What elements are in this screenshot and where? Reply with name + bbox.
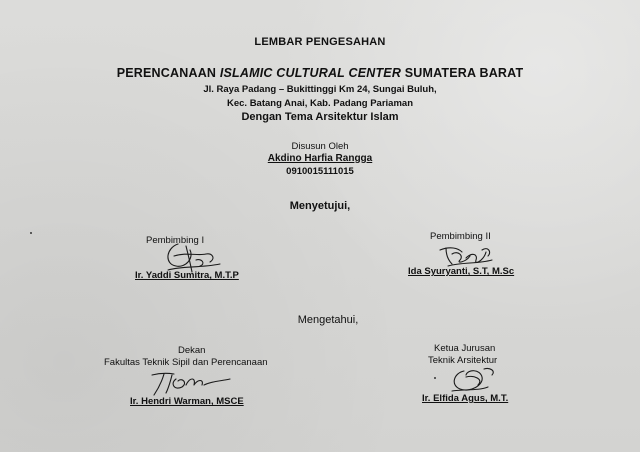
dean-name: Ir. Hendri Warman, MSCE [130,396,244,407]
project-title-italic: ISLAMIC CULTURAL CENTER [219,66,402,80]
ink-speck [434,377,436,379]
supervisor1-name: Ir. Yaddi Sumitra, M.T.P [135,270,239,281]
supervisor2-role: Pembimbing II [430,231,491,242]
approval-heading: Menyetujui, [289,200,351,212]
dean-faculty: Fakultas Teknik Sipil dan Perencanaan [104,357,268,368]
dean-signature [150,369,240,397]
project-title-suffix: SUMATERA BARAT [404,66,524,80]
project-title [0,66,640,80]
department-name: Teknik Arsitektur [428,355,498,366]
project-title-prefix: PERENCANAAN [116,66,217,80]
author-nim: 0910015111015 [286,166,354,177]
author-label: Disusun Oleh [291,141,349,152]
design-theme: Dengan Tema Arsitektur Islam [241,111,399,123]
address-line-1: Jl. Raya Padang – Bukittinggi Km 24, Sungai Buluh, [203,84,437,95]
sheet-title: LEMBAR PENGESAHAN [254,36,386,48]
address-line-2: Kec. Batang Anai, Kab. Padang Pariaman [226,98,413,109]
dean-role: Dekan [178,345,206,356]
department-head-name: Ir. Elfida Agus, M.T. [422,393,509,404]
author-name: Akdino Harfia Rangga [267,153,373,164]
acknowledgement-heading: Mengetahui, [297,314,359,326]
department-head-signature [444,363,514,397]
department-head-role: Ketua Jurusan [434,343,496,354]
ink-speck [30,232,32,234]
supervisor2-name: Ida Syuryanti, S.T, M.Sc [408,266,515,277]
supervisor1-role: Pembimbing I [146,235,205,246]
